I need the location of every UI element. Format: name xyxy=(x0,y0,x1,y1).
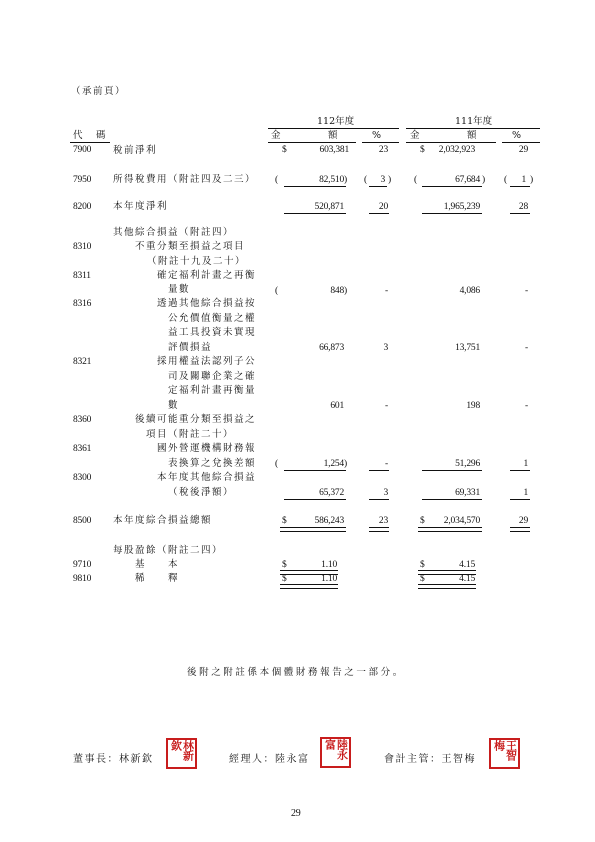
underline xyxy=(369,213,389,214)
pct-111: - xyxy=(525,343,528,353)
row-label: 確定福利計畫之再衡 xyxy=(157,270,257,281)
row-label: 後續可能重分類至損益之 xyxy=(135,414,257,425)
row-code: 8311 xyxy=(73,271,91,281)
double-underline xyxy=(280,584,338,589)
paren-open: ( xyxy=(275,286,278,296)
amount-112: 603,381 xyxy=(319,145,349,155)
underline xyxy=(284,186,346,187)
eps-diluted-112: 1.10 xyxy=(321,574,337,584)
pct-111: 29 xyxy=(518,516,528,526)
page-number: 29 xyxy=(291,808,301,819)
underline xyxy=(422,213,482,214)
code-header: 代 碼 xyxy=(73,130,108,141)
pct-112: 20 xyxy=(378,202,388,212)
underline xyxy=(284,213,346,214)
row-label: 司及關聯企業之確 xyxy=(168,371,257,382)
manager-seal xyxy=(320,737,351,768)
row-label: 基 本 xyxy=(135,559,180,570)
underline xyxy=(510,499,530,500)
manager-signature: 經理人：陸永富 xyxy=(229,754,310,765)
pct-112: - xyxy=(385,286,388,296)
pct-111: 1 xyxy=(523,459,528,469)
underline xyxy=(369,499,389,500)
pct-111: 29 xyxy=(518,145,528,155)
dollar-sign: $ xyxy=(282,574,287,584)
row-label: （稅後淨額） xyxy=(168,487,235,498)
pct-112: 3 xyxy=(380,175,385,185)
pct-111: 1 xyxy=(521,175,526,185)
pct-112: 3 xyxy=(383,343,388,353)
year-112-rule xyxy=(268,128,399,129)
eps-basic-112: 1.10 xyxy=(321,560,337,570)
row-label: 稀 釋 xyxy=(135,573,180,584)
pct-111: 1 xyxy=(523,488,528,498)
underline xyxy=(510,470,530,471)
row-label: 益工具投資未實現 xyxy=(168,327,257,338)
eps-basic-111: 4.15 xyxy=(459,560,475,570)
row-label: 評價損益 xyxy=(168,342,213,353)
chairman-seal xyxy=(166,738,197,769)
code-header-rule xyxy=(70,142,110,143)
pct-112: 23 xyxy=(378,145,388,155)
paren-open: ( xyxy=(275,175,278,185)
amount-112: 601 xyxy=(330,401,344,411)
amount-112: 520,871 xyxy=(314,202,344,212)
amount-111-rule xyxy=(406,142,496,143)
amount-112: 65,372 xyxy=(319,488,344,498)
paren-close: ) xyxy=(530,175,533,185)
dollar-sign: $ xyxy=(420,145,425,155)
dollar-sign: $ xyxy=(420,574,425,584)
row-label: 國外營運機構財務報 xyxy=(157,443,257,454)
paren-close: ) xyxy=(344,459,347,469)
amount-111: 4,086 xyxy=(459,286,480,296)
underline xyxy=(422,470,482,471)
row-label: 採用權益法認列子公 xyxy=(157,356,257,367)
row-label: 量數 xyxy=(168,284,191,295)
amount-111: 67,684 xyxy=(455,175,480,185)
row-label: 本年度綜合損益總額 xyxy=(113,515,213,526)
row-label: 其他綜合損益（附註四） xyxy=(113,227,235,238)
dollar-sign: $ xyxy=(282,516,287,526)
paren-close: ) xyxy=(388,175,391,185)
amount-112: 586,243 xyxy=(314,516,344,526)
amount-111: 51,296 xyxy=(455,459,480,469)
dollar-sign: $ xyxy=(282,145,287,155)
row-label: 數 xyxy=(168,400,180,411)
row-code: 7900 xyxy=(73,145,92,155)
row-code: 8200 xyxy=(73,202,92,212)
row-code: 8310 xyxy=(73,242,92,252)
year-111-rule xyxy=(406,128,540,129)
manager-seal-text: 陸永富 xyxy=(323,739,349,759)
footnote: 後附之附註係本個體財務報告之一部分。 xyxy=(187,667,405,678)
amount-111-header: 金 額 xyxy=(410,130,477,141)
amount-112: 82,510 xyxy=(319,175,344,185)
pct-112: - xyxy=(385,459,388,469)
amount-111: 2,032,923 xyxy=(438,145,475,155)
underline xyxy=(369,186,387,187)
row-code: 9710 xyxy=(73,560,92,570)
underline xyxy=(369,470,389,471)
chairman-signature: 董事長：林新欽 xyxy=(73,754,154,765)
row-code: 9810 xyxy=(73,574,92,584)
amount-111: 1,965,239 xyxy=(443,202,480,212)
row-code: 8321 xyxy=(73,357,92,367)
eps-diluted-111: 4.15 xyxy=(459,574,475,584)
row-code: 8361 xyxy=(73,444,92,454)
continued-note: （承前頁） xyxy=(71,86,127,97)
paren-open: ( xyxy=(364,175,367,185)
pct-111-rule xyxy=(502,142,540,143)
paren-open: ( xyxy=(504,175,507,185)
amount-112: 1,254 xyxy=(323,459,344,469)
accountant-seal xyxy=(489,738,520,769)
accountant-signature: 會計主管：王智梅 xyxy=(384,754,476,765)
underline xyxy=(510,213,530,214)
double-underline xyxy=(369,527,389,532)
pct-112: 23 xyxy=(378,516,388,526)
pct-111: - xyxy=(525,286,528,296)
row-code: 8316 xyxy=(73,299,92,309)
underline xyxy=(422,186,482,187)
year-111-header: 111年度 xyxy=(455,116,493,127)
amount-111: 69,331 xyxy=(455,488,480,498)
dollar-sign: $ xyxy=(420,560,425,570)
accountant-seal-text: 王智梅 xyxy=(492,740,518,760)
row-code: 8360 xyxy=(73,415,92,425)
amount-111: 2,034,570 xyxy=(443,516,480,526)
row-label: 不重分類至損益之項目 xyxy=(135,241,246,252)
double-underline xyxy=(418,584,476,589)
chairman-seal-text: 林新欽 xyxy=(169,740,195,760)
pct-111: 28 xyxy=(518,202,528,212)
row-label: 公允價值衡量之權 xyxy=(168,313,257,324)
dollar-sign: $ xyxy=(420,516,425,526)
pct-112-rule xyxy=(362,142,399,143)
row-label: 透過其他綜合損益按 xyxy=(157,298,257,309)
pct-111-header: % xyxy=(512,130,522,141)
pct-112: - xyxy=(385,401,388,411)
row-code: 8300 xyxy=(73,473,92,483)
row-label: （附註十九及二十） xyxy=(147,256,247,267)
amount-111: 198 xyxy=(466,401,480,411)
underline xyxy=(510,186,530,187)
amount-112-header: 金 額 xyxy=(271,130,338,141)
double-underline xyxy=(280,527,346,532)
row-label: 本年度淨利 xyxy=(113,201,169,212)
row-label: 稅前淨利 xyxy=(113,145,158,156)
paren-open: ( xyxy=(414,175,417,185)
row-label: 項目（附註二十） xyxy=(146,429,235,440)
row-label: 每股盈餘（附註二四） xyxy=(113,545,224,556)
year-112-header: 112年度 xyxy=(317,116,355,127)
row-code: 7950 xyxy=(73,175,92,185)
pct-112: 3 xyxy=(383,488,388,498)
double-underline xyxy=(418,527,482,532)
row-label: 定福利計畫再衡量 xyxy=(168,385,257,396)
underline xyxy=(284,499,346,500)
row-label: 本年度其他綜合損益 xyxy=(157,472,257,483)
pct-111: - xyxy=(525,401,528,411)
paren-close: ) xyxy=(482,175,485,185)
amount-112-rule xyxy=(268,142,356,143)
row-code: 8500 xyxy=(73,516,92,526)
underline xyxy=(422,499,482,500)
paren-open: ( xyxy=(275,459,278,469)
amount-111: 13,751 xyxy=(455,343,480,353)
dollar-sign: $ xyxy=(282,560,287,570)
amount-112: 66,873 xyxy=(319,343,344,353)
pct-112-header: % xyxy=(372,130,382,141)
row-label: 所得稅費用（附註四及二三） xyxy=(113,174,257,185)
paren-close: ) xyxy=(344,175,347,185)
double-underline xyxy=(510,527,530,532)
paren-close: ) xyxy=(344,286,347,296)
amount-112: 848 xyxy=(330,286,344,296)
underline xyxy=(284,470,346,471)
row-label: 表換算之兌換差額 xyxy=(168,458,257,469)
